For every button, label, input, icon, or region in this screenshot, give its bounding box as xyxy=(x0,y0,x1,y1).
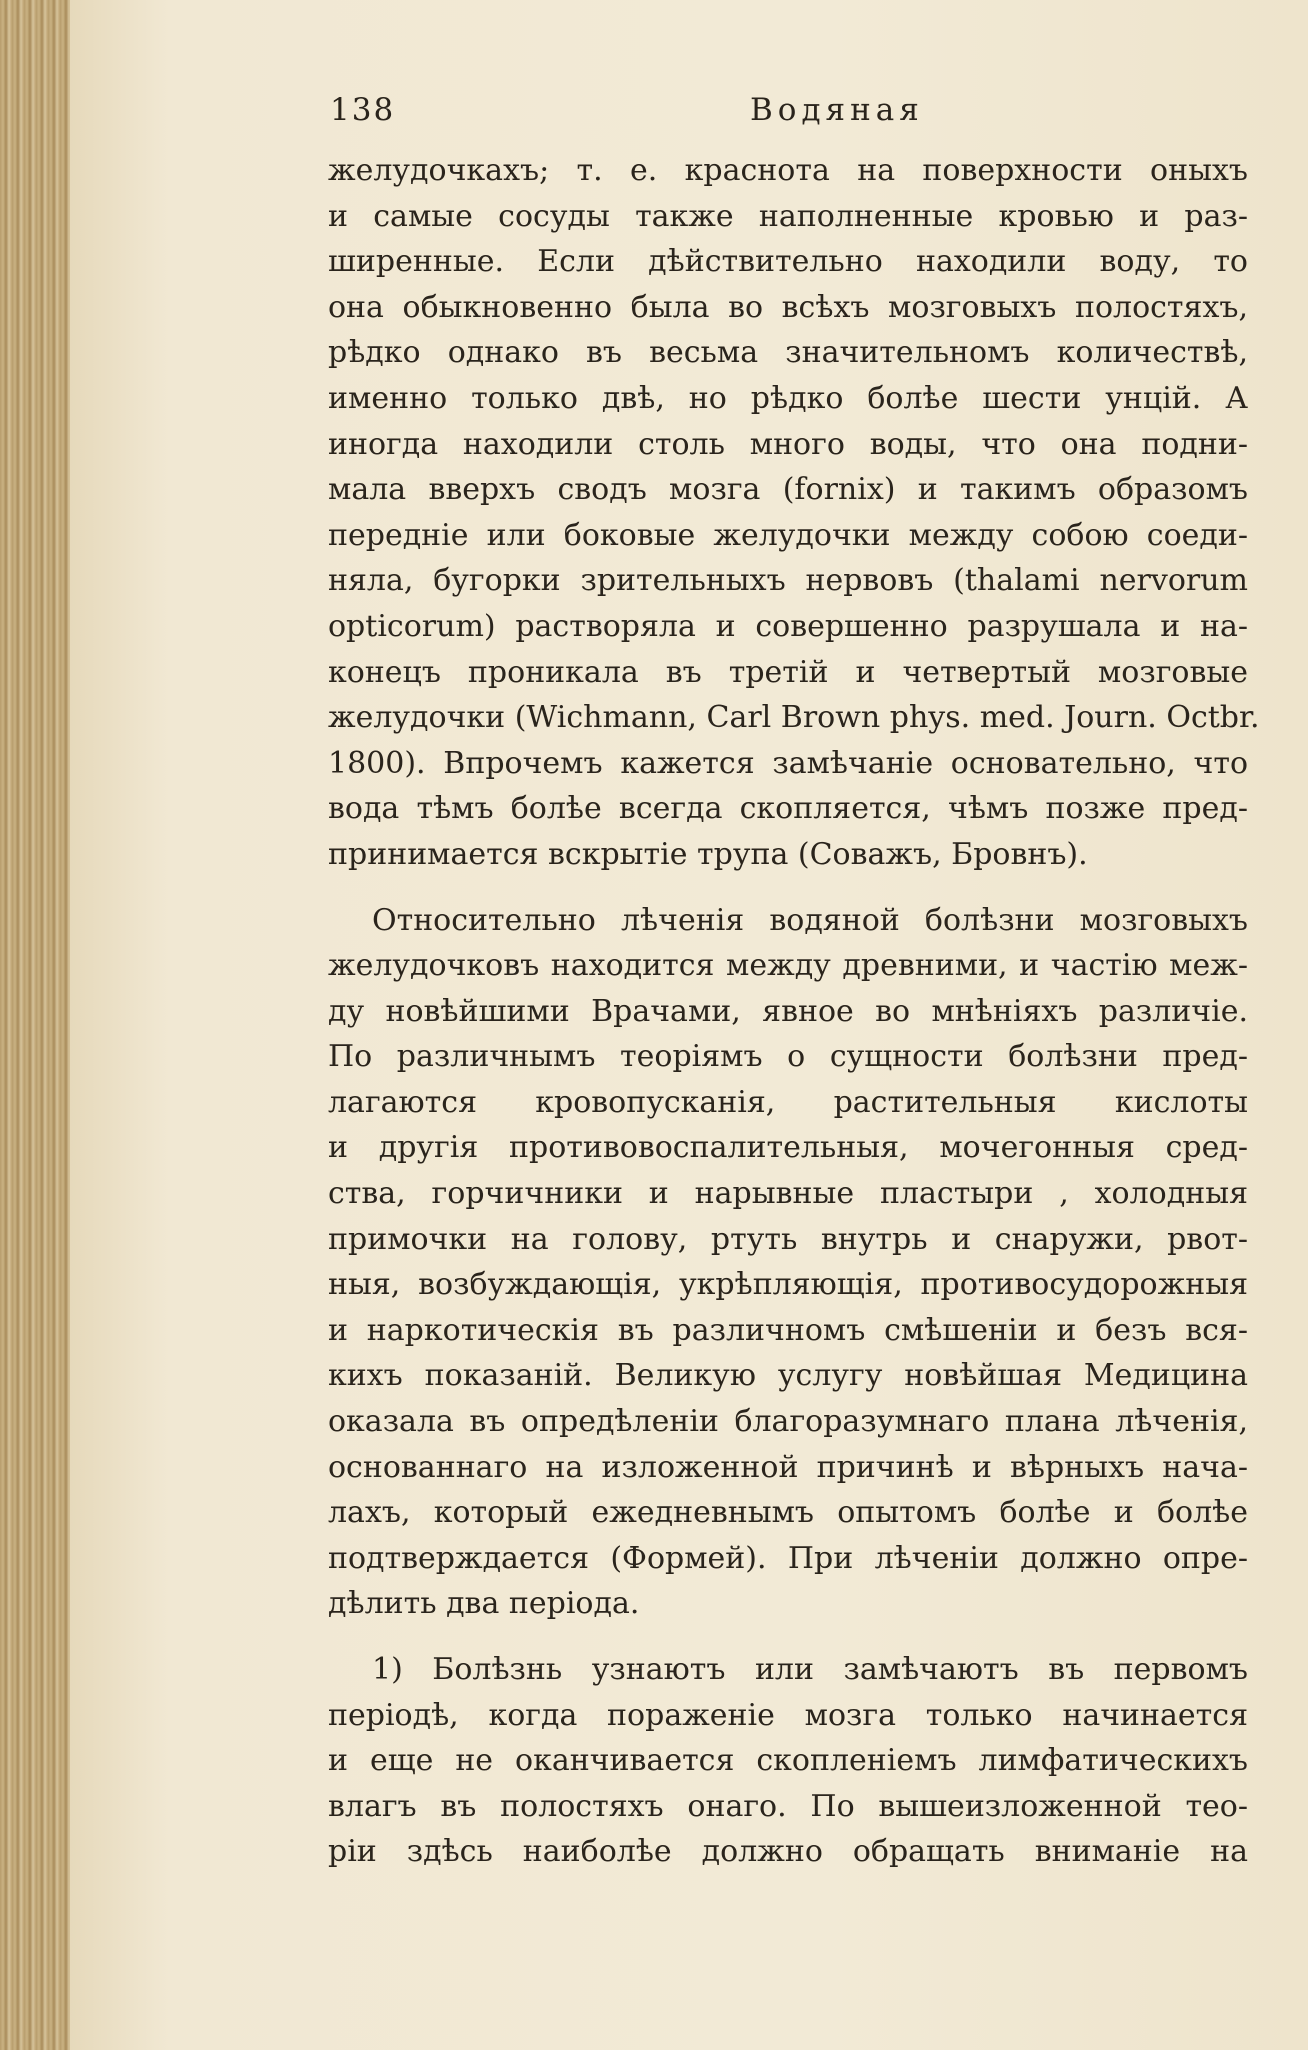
text-line: ширенные. Если дѣйствительно находили воду, то xyxy=(328,244,1248,280)
text-line: и другія противовоспалительныя, мочегонныя сред- xyxy=(328,1130,1248,1166)
text-line: желудочкахъ; т. е. краснота на поверхности оныхъ xyxy=(328,153,1248,188)
page-number: 138 xyxy=(330,92,396,128)
text-line: и еще не оканчивается скопленіемъ лимфатическихъ xyxy=(328,1743,1248,1779)
text-line: влагъ въ полостяхъ онаго. По вышеизложенной тео- xyxy=(328,1788,1248,1824)
text-line: основаннаго на изложенной причинѣ и вѣрныхъ нача- xyxy=(328,1449,1248,1485)
text-line: opticorum) растворяла и совершенно разрушала и на- xyxy=(328,608,1248,644)
text-line: оказала въ опредѣленіи благоразумнаго плана лѣченія, xyxy=(328,1404,1248,1440)
text-line: желудочковъ находится между древними, и частію меж- xyxy=(328,948,1248,984)
book-gutter xyxy=(0,0,70,2050)
paragraph-gap xyxy=(328,878,1248,898)
text-line: 1800). Впрочемъ кажется замѣчаніе основательно, что xyxy=(328,745,1248,781)
text-line: и самые сосуды также наполненные кровью и раз- xyxy=(328,198,1248,234)
text-line: желудочки (Wichmann, Carl Brown phys. med. Journ. Octbr. xyxy=(328,700,1260,736)
text-line: иногда находили столь много воды, что она подни- xyxy=(328,426,1248,462)
body-text xyxy=(328,148,1260,1875)
text-line: примочки на голову, ртуть внутрь и снаружи, рвот- xyxy=(328,1221,1248,1257)
text-line: именно только двѣ, но рѣдко болѣе шести унцій. А xyxy=(328,380,1248,416)
text-line: и наркотическія въ различномъ смѣшеніи и безъ вся- xyxy=(328,1312,1248,1348)
text-line: 1) Болѣзнь узнаютъ или замѣчаютъ въ первомъ xyxy=(372,1652,1248,1687)
text-line: кихъ показаній. Великую услугу новѣйшая Медицина xyxy=(328,1358,1248,1394)
paragraph-gap xyxy=(328,1627,1248,1647)
text-line: передніе или боковые желудочки между собою соеди- xyxy=(328,517,1248,553)
text-line: конецъ проникала въ третій и четвертый мозговые xyxy=(328,654,1248,690)
text-line: лагаются кровопусканія, растительныя кислоты xyxy=(328,1084,1248,1120)
text-line: періодѣ, когда пораженіе мозга только начинается xyxy=(328,1697,1248,1733)
text-line: принимается вскрытіе трупа (Соважъ, Бровнъ). xyxy=(328,836,1088,872)
text-line: рѣдко однако въ весьма значительномъ количествѣ, xyxy=(328,335,1248,371)
text-line: ду новѣйшими Врачами, явное во мнѣніяхъ различіе. xyxy=(328,993,1248,1029)
text-line: вода тѣмъ болѣе всегда скопляется, чѣмъ позже пред- xyxy=(328,791,1248,827)
text-line: она обыкновенно была во всѣхъ мозговыхъ полостяхъ, xyxy=(328,289,1248,325)
text-line: По различнымъ теоріямъ о сущности болѣзни пред- xyxy=(328,1039,1248,1075)
text-line: лахъ, который ежедневнымъ опытомъ болѣе и болѣе xyxy=(328,1495,1248,1531)
text-line: ріи здѣсь наиболѣе должно обращать вниманіе на xyxy=(328,1834,1248,1870)
text-line: ства, горчичники и нарывные пластыри , холодныя xyxy=(328,1176,1248,1212)
text-line: мала вверхъ сводъ мозга (fornix) и такимъ образомъ xyxy=(328,472,1248,508)
page-header xyxy=(330,92,1130,142)
text-line: няла, бугорки зрительныхъ нервовъ (thalami nervorum xyxy=(328,563,1248,599)
text-line: Относительно лѣченія водяной болѣзни мозговыхъ xyxy=(372,902,1248,938)
running-title: Водяная xyxy=(750,92,924,128)
text-line: подтверждается (Формей). При лѣченіи должно опре- xyxy=(328,1540,1248,1576)
text-line: дѣлить два періода. xyxy=(328,1586,640,1622)
text-line: ныя, возбуждающія, укрѣпляющія, противосудорожныя xyxy=(328,1267,1248,1303)
